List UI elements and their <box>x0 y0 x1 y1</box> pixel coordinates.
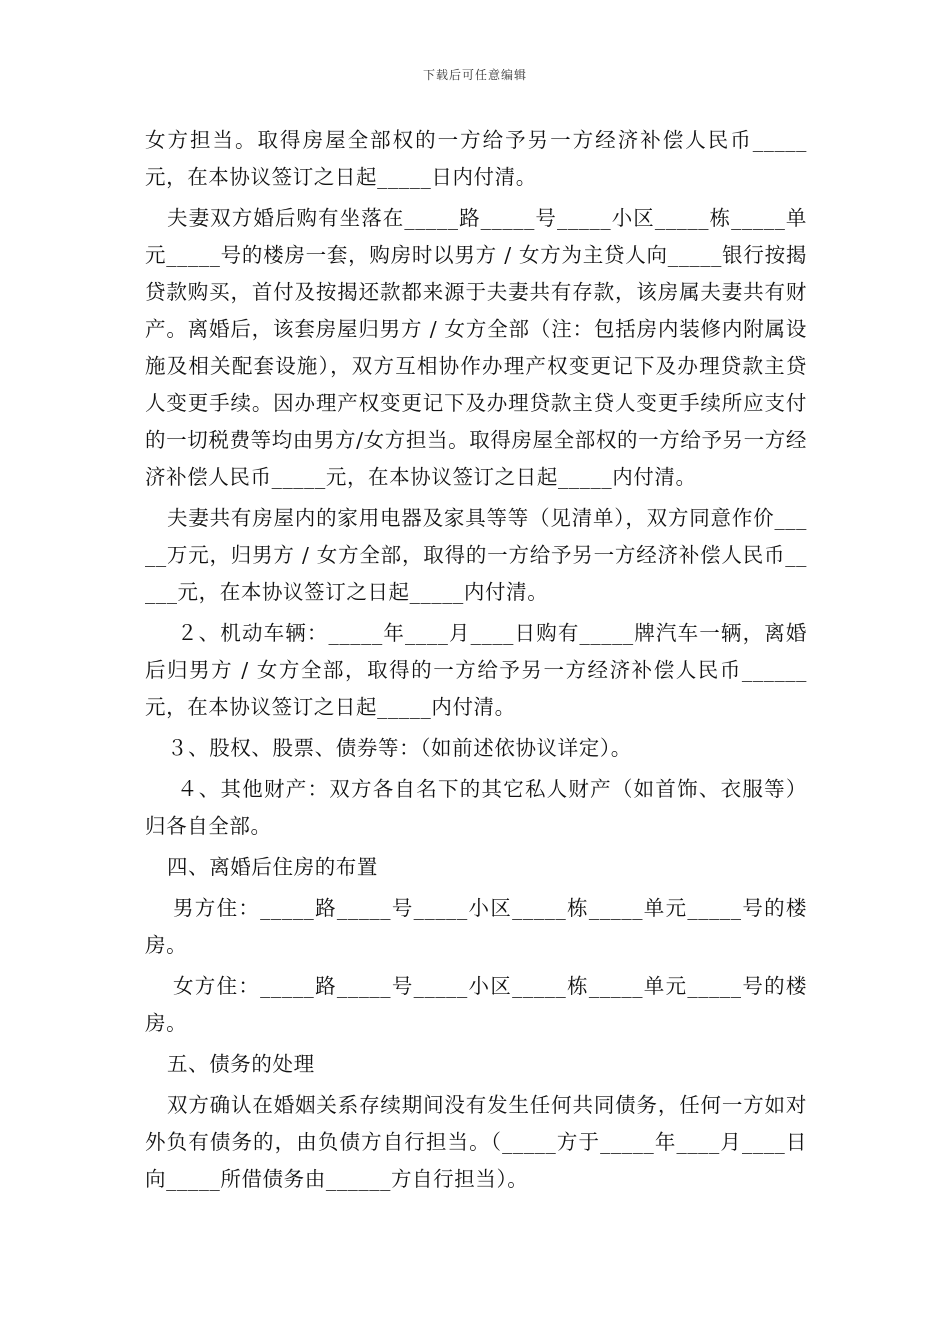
paragraph-motor-vehicle: ２、机动车辆：_____年____月____日购有_____牌汽车一辆，离婚后归男方 / 女方全部，取得的一方给予另一方经济补偿人民币______元，在本协议签订之日起_____内付清。 <box>145 621 807 719</box>
paragraph-marital-property-apartment: 夫妻双方婚后购有坐落在_____路_____号_____小区_____栋_____单元_____号的楼房一套，购房时以男方 / 女方为主贷人向_____银行按揭贷款购买，首付及按揭还款都来源于夫妻共有存款，该房属夫妻共有财产。离婚后，该套房屋归男方 / 女方全部（注：包括房内装修内附属设施及相关配套设施），双方互相协作办理产权变更记下及办理贷款主贷人变更手续。因办理产权变更记下及办理贷款主贷人变更手续所应支付的一切税费等均由男方/女方担当。取得房屋全部权的一方给予另一方经济补偿人民币_____元，在本协议签订之日起_____内付清。 <box>145 206 807 489</box>
page-header: 下载后可任意编辑 <box>422 68 527 82</box>
document-body <box>145 122 807 1202</box>
paragraph-house-compensation-continued: 女方担当。取得房屋全部权的一方给予另一方经济补偿人民币_____元，在本协议签订之日起_____日内付清。 <box>145 128 807 189</box>
section-heading-housing: 四、离婚后住房的布置 <box>167 855 378 879</box>
paragraph-wife-residence: 女方住：_____路_____号_____小区_____栋_____单元_____号的楼房。 <box>145 974 807 1035</box>
paragraph-household-appliances: 夫妻共有房屋内的家用电器及家具等等（见清单），双方同意作价_____万元，归男方 / 女方全部，取得的一方给予另一方经济补偿人民币_____元，在本协议签订之日起_____内付清。 <box>145 506 807 604</box>
paragraph-husband-residence: 男方住：_____路_____号_____小区_____栋_____单元_____号的楼房。 <box>145 896 807 957</box>
section-heading-debts: 五、债务的处理 <box>167 1052 315 1076</box>
paragraph-stocks-bonds: ３、股权、股票、债券等：（如前述依协议详定）。 <box>167 736 632 760</box>
paragraph-debt-handling: 双方确认在婚姻关系存续期间没有发生任何共同债务，任何一方如对外负有债务的，由负债方自行担当。（_____方于_____年____月____日向_____所借债务由______方自行担当）。 <box>145 1093 807 1191</box>
paragraph-other-property: ４、其他财产：双方各自名下的其它私人财产（如首饰、衣服等）归各自全部。 <box>145 777 807 838</box>
